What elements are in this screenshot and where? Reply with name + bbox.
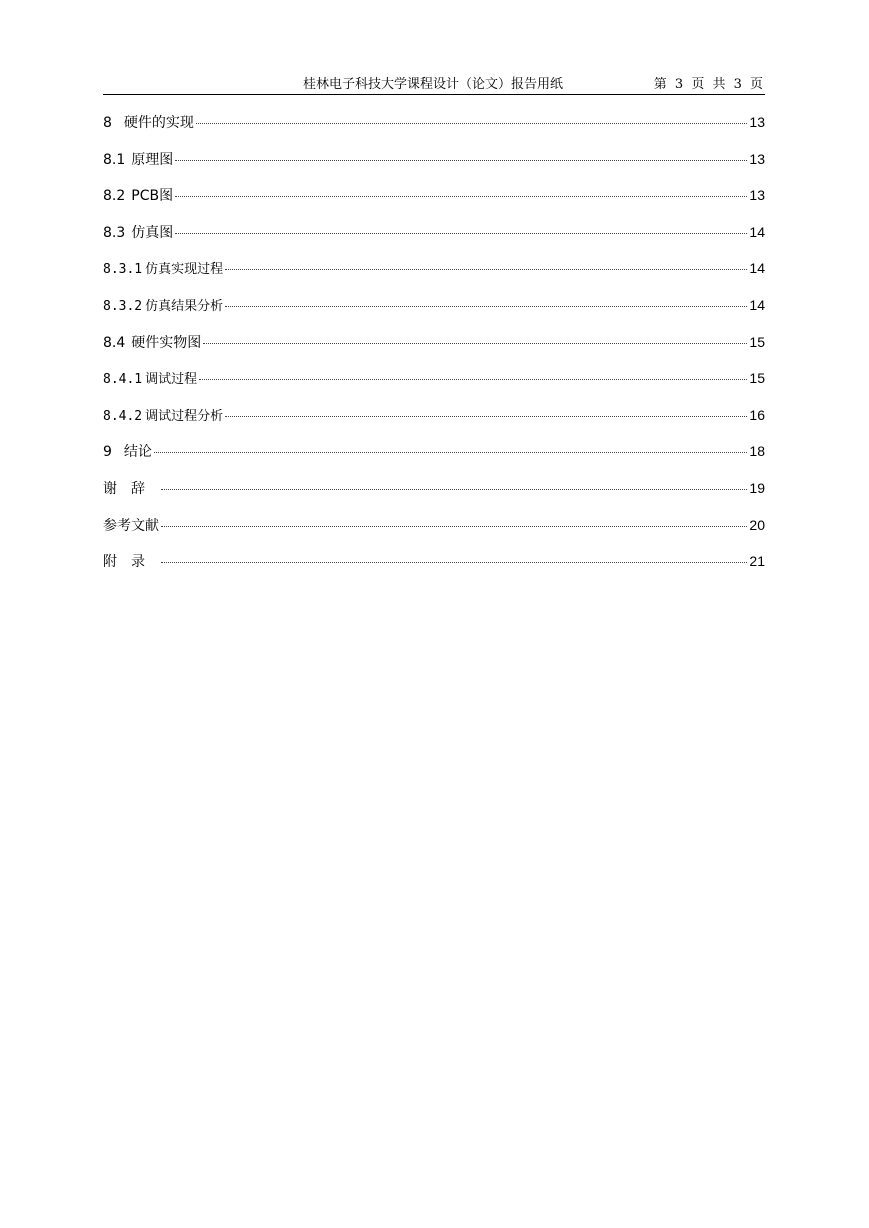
toc-entry-number: 8.4 — [103, 334, 126, 351]
toc-entry-page: 18 — [749, 443, 765, 460]
toc-entry-number: 8.3.1 — [103, 262, 143, 278]
toc-entry-8[interactable] — [103, 110, 765, 147]
toc-dot-leader — [175, 196, 747, 197]
toc-entry-label: 硬件的实现 — [123, 115, 194, 131]
toc-entry-page: 13 — [749, 150, 765, 167]
toc-dot-leader — [175, 160, 747, 161]
toc-entry-label: 仿真结果分析 — [145, 298, 224, 314]
toc-dot-leader — [225, 306, 747, 307]
toc-dot-leader — [203, 343, 747, 344]
toc-entry-8-3-1[interactable] — [103, 256, 765, 293]
toc-entry-label: 硬件实物图 — [131, 334, 202, 351]
toc-entry-label: 原理图 — [131, 151, 174, 168]
toc-dot-leader — [199, 379, 747, 380]
toc-dot-leader — [161, 526, 747, 527]
toc-entry-label: 仿真实现过程 — [145, 262, 224, 278]
toc-entry-label: PCB图 — [131, 188, 174, 205]
toc-entry-page: 16 — [749, 406, 765, 423]
toc-dot-leader — [196, 123, 748, 124]
toc-entry-page: 21 — [749, 553, 765, 570]
toc-entry-8-3[interactable] — [103, 220, 765, 257]
toc-entry-9[interactable] — [103, 439, 765, 476]
toc-entry-page: 13 — [749, 114, 765, 130]
table-of-contents — [103, 110, 765, 586]
toc-entry-label: 调试过程分析 — [145, 408, 224, 424]
header-title: 桂林电子科技大学课程设计（论文）报告用纸 — [303, 77, 564, 92]
toc-dot-leader — [225, 416, 747, 417]
toc-entry-number: 8.3 — [103, 224, 126, 241]
toc-entry-number: 8 — [103, 115, 112, 131]
toc-entry-page: 14 — [749, 260, 765, 277]
toc-entry-acknowledgements[interactable] — [103, 476, 765, 513]
header-page-info: 第 3 页 共 3 页 — [653, 77, 765, 92]
toc-entry-label: 仿真图 — [131, 224, 174, 241]
toc-entry-number: 8.4.1 — [103, 372, 143, 388]
toc-entry-appendix[interactable] — [103, 549, 765, 586]
toc-dot-leader — [175, 233, 747, 234]
toc-entry-label: 结论 — [123, 444, 152, 461]
toc-entry-8-2[interactable] — [103, 183, 765, 220]
toc-entry-page: 15 — [749, 333, 765, 350]
toc-entry-8-3-2[interactable] — [103, 293, 765, 330]
toc-entry-label: 调试过程 — [145, 372, 198, 388]
toc-entry-page: 19 — [749, 479, 765, 496]
toc-dot-leader — [161, 489, 747, 490]
toc-entry-8-4-1[interactable] — [103, 366, 765, 403]
toc-entry-page: 14 — [749, 296, 765, 313]
toc-entry-number: 8.2 — [103, 188, 126, 205]
toc-entry-label: 附录 — [103, 554, 159, 571]
toc-entry-label: 谢辞 — [103, 480, 159, 497]
toc-entry-number: 8.1 — [103, 151, 126, 168]
toc-entry-page: 15 — [749, 370, 765, 387]
toc-entry-page: 20 — [749, 516, 765, 533]
toc-entry-number: 9 — [103, 444, 112, 461]
toc-dot-leader — [161, 562, 747, 563]
toc-entry-references[interactable] — [103, 513, 765, 550]
toc-entry-page: 14 — [749, 223, 765, 240]
toc-entry-8-4-2[interactable] — [103, 403, 765, 440]
toc-entry-page: 13 — [749, 187, 765, 204]
page-header — [103, 76, 765, 95]
toc-entry-number: 8.4.2 — [103, 408, 143, 424]
toc-dot-leader — [225, 269, 747, 270]
toc-entry-number: 8.3.2 — [103, 298, 143, 314]
toc-dot-leader — [154, 452, 748, 453]
toc-entry-8-1[interactable] — [103, 147, 765, 184]
toc-entry-label: 参考文献 — [103, 517, 159, 534]
toc-entry-8-4[interactable] — [103, 330, 765, 367]
